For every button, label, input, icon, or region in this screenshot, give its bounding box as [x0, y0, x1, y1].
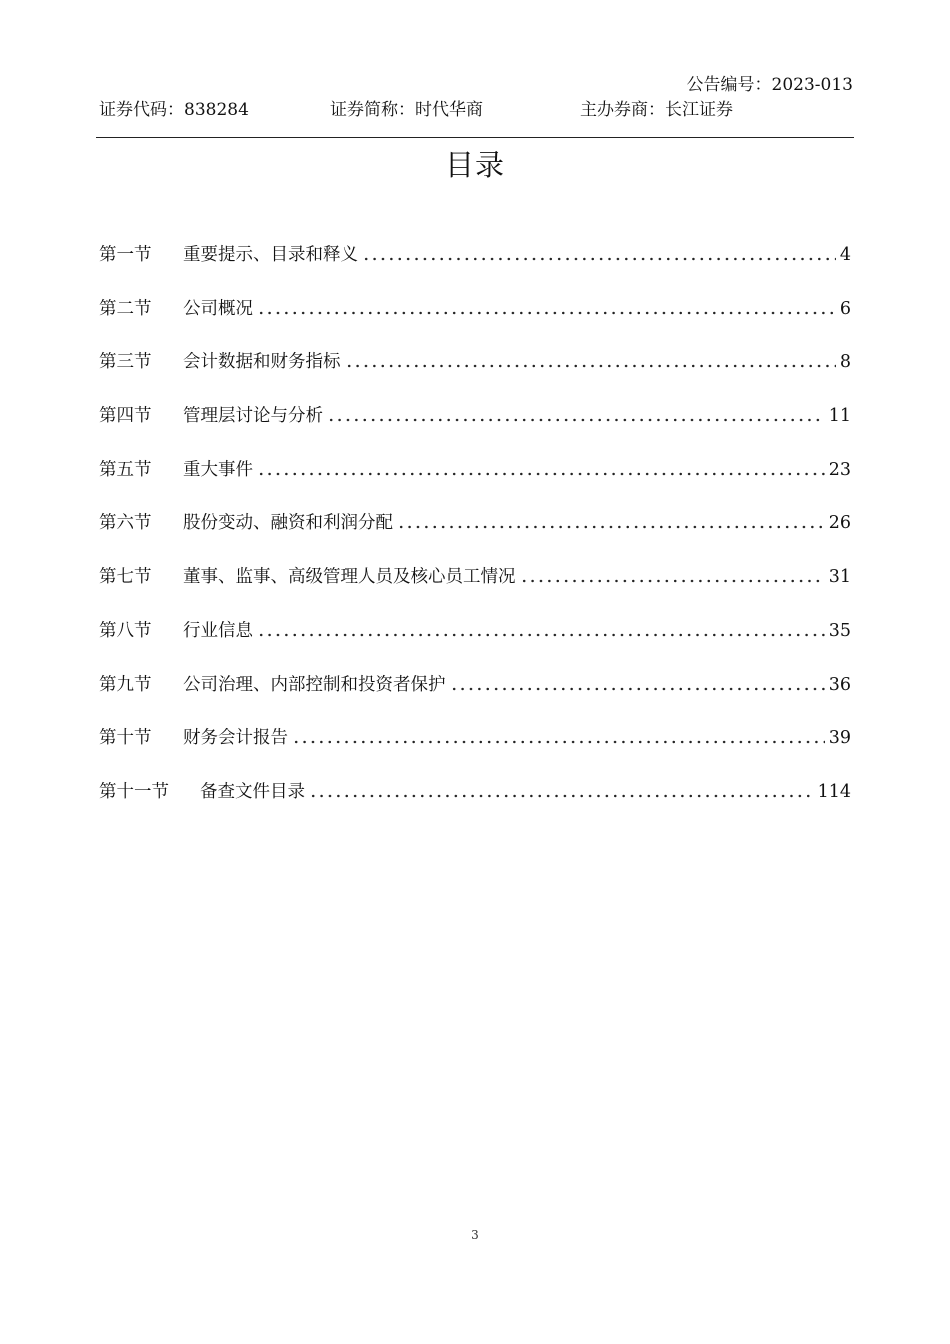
toc-leader-dots [309, 778, 814, 798]
toc-entry[interactable] [99, 348, 851, 402]
toc-leader-dots [397, 509, 825, 529]
toc-entry[interactable] [99, 241, 851, 295]
toc-leader-dots [345, 348, 836, 368]
toc-page-number: 6 [839, 298, 851, 319]
toc-section-title: 重大事件 [183, 459, 253, 480]
toc-page-number: 35 [828, 620, 851, 641]
toc-leader-dots [292, 724, 825, 744]
toc-section-number: 第七节 [99, 567, 152, 588]
toc-entry[interactable] [99, 671, 851, 725]
toc-page-number: 23 [828, 459, 851, 480]
toc-leader-dots [520, 563, 825, 583]
toc-entry[interactable] [99, 617, 851, 671]
document-header [99, 95, 853, 120]
toc-page-number: 39 [828, 728, 851, 749]
toc-leader-dots [257, 456, 825, 476]
toc-section-number: 第十节 [99, 728, 152, 749]
toc-page-number: 8 [839, 352, 851, 373]
toc-section-number: 第三节 [99, 352, 152, 373]
toc-entry[interactable] [99, 724, 851, 778]
toc-page-number: 11 [828, 406, 851, 427]
securities-name: 证券简称：时代华商 [330, 100, 483, 120]
toc-section-title: 公司治理、内部控制和投资者保护 [183, 674, 446, 695]
page-number: 3 [471, 1228, 479, 1242]
toc-section-title: 公司概况 [183, 298, 253, 319]
toc-section-title: 行业信息 [183, 620, 253, 641]
toc-page-number: 36 [828, 674, 851, 695]
table-of-contents [99, 241, 851, 832]
toc-page-number: 31 [828, 567, 851, 588]
toc-section-title: 财务会计报告 [183, 728, 288, 749]
toc-leader-dots [327, 402, 825, 422]
toc-leader-dots [450, 671, 825, 691]
header-divider [96, 137, 854, 138]
toc-entry[interactable] [99, 295, 851, 349]
sponsor-broker: 主办券商：长江证券 [580, 100, 733, 120]
toc-entry[interactable] [99, 509, 851, 563]
toc-entry[interactable] [99, 402, 851, 456]
toc-section-title: 股份变动、融资和利润分配 [183, 513, 393, 534]
toc-section-title: 重要提示、目录和释义 [183, 245, 358, 265]
toc-section-number: 第八节 [99, 620, 152, 641]
toc-page-number: 26 [828, 513, 851, 534]
toc-section-title: 董事、监事、高级管理人员及核心员工情况 [183, 567, 516, 588]
toc-section-number: 第二节 [99, 298, 152, 319]
toc-section-number: 第十一节 [99, 781, 169, 802]
toc-leader-dots [257, 295, 836, 315]
toc-leader-dots [362, 241, 836, 261]
toc-section-title: 备查文件目录 [200, 781, 305, 802]
toc-page-number: 114 [817, 781, 851, 802]
toc-section-number: 第九节 [99, 674, 152, 695]
toc-section-title: 管理层讨论与分析 [183, 406, 323, 427]
toc-leader-dots [257, 617, 825, 637]
toc-section-number: 第六节 [99, 513, 152, 534]
toc-section-number: 第四节 [99, 406, 152, 427]
toc-section-number: 第五节 [99, 459, 152, 480]
toc-entry[interactable] [99, 563, 851, 617]
toc-page-number: 4 [839, 245, 851, 265]
toc-entry[interactable] [99, 456, 851, 510]
page-title: 目录 [444, 148, 505, 182]
toc-entry[interactable] [99, 778, 851, 832]
toc-section-number: 第一节 [99, 245, 152, 265]
securities-code: 证券代码：838284 [99, 100, 249, 120]
toc-section-title: 会计数据和财务指标 [183, 352, 341, 373]
announcement-number: 公告编号：2023-013 [686, 75, 853, 95]
